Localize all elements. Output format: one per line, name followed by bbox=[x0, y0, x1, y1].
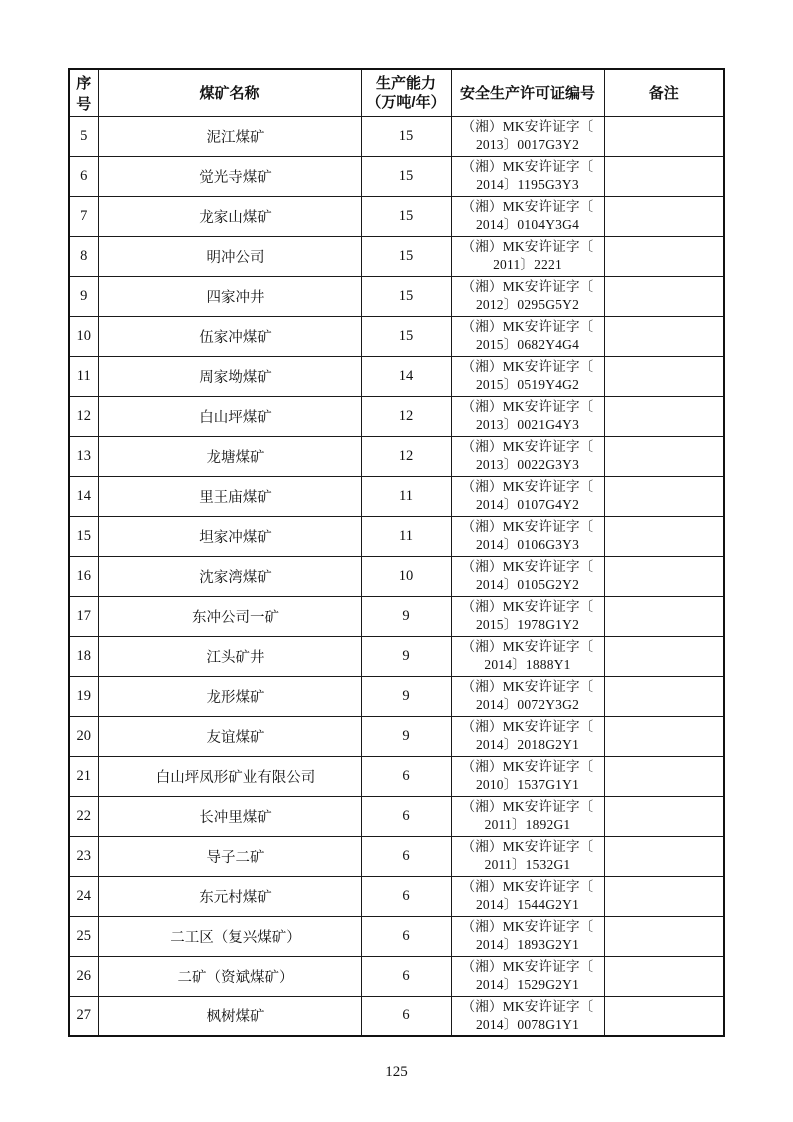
table-row bbox=[69, 396, 724, 436]
license-prefix-line: （湘）MK安许证字〔 bbox=[461, 319, 594, 334]
license-cell bbox=[451, 356, 604, 396]
table-row bbox=[69, 756, 724, 796]
table-row bbox=[69, 156, 724, 196]
license-code-line: 2011〕1892G1 bbox=[484, 817, 571, 832]
table-row bbox=[69, 516, 724, 556]
license-prefix-line: （湘）MK安许证字〔 bbox=[461, 959, 594, 974]
license-prefix-line: （湘）MK安许证字〔 bbox=[461, 799, 594, 814]
mine-name-cell: 江头矿井 bbox=[98, 636, 361, 676]
remark-cell bbox=[604, 596, 724, 636]
table-row bbox=[69, 356, 724, 396]
mine-name-cell: 东元村煤矿 bbox=[98, 876, 361, 916]
remark-cell bbox=[604, 636, 724, 676]
remark-cell bbox=[604, 196, 724, 236]
license-code-line: 2014〕1195G3Y3 bbox=[476, 177, 579, 192]
mine-name-cell: 明冲公司 bbox=[98, 236, 361, 276]
serial-number-cell: 9 bbox=[69, 276, 98, 316]
mine-name-cell: 伍家冲煤矿 bbox=[98, 316, 361, 356]
license-cell bbox=[451, 156, 604, 196]
license-code-line: 2012〕0295G5Y2 bbox=[475, 297, 580, 312]
license-prefix-line: （湘）MK安许证字〔 bbox=[461, 239, 594, 254]
header-serial-number: 序号 bbox=[69, 69, 98, 116]
mine-name-cell: 坦家冲煤矿 bbox=[98, 516, 361, 556]
license-code-line: 2013〕0017G3Y2 bbox=[475, 137, 580, 152]
capacity-cell: 9 bbox=[361, 716, 451, 756]
license-code-line: 2014〕0106G3Y3 bbox=[475, 537, 580, 552]
remark-cell bbox=[604, 996, 724, 1036]
license-code-line: 2014〕1893G2Y1 bbox=[475, 937, 580, 952]
mine-name-cell: 觉光寺煤矿 bbox=[98, 156, 361, 196]
license-cell bbox=[451, 276, 604, 316]
table-row bbox=[69, 196, 724, 236]
coal-mine-table bbox=[68, 68, 725, 1037]
remark-cell bbox=[604, 676, 724, 716]
license-prefix-line: （湘）MK安许证字〔 bbox=[461, 439, 594, 454]
header-remark: 备注 bbox=[604, 69, 724, 116]
license-code-line: 2015〕1978G1Y2 bbox=[475, 617, 580, 632]
capacity-cell: 6 bbox=[361, 836, 451, 876]
license-cell bbox=[451, 596, 604, 636]
serial-number-cell: 15 bbox=[69, 516, 98, 556]
license-prefix-line: （湘）MK安许证字〔 bbox=[461, 559, 594, 574]
license-prefix-line: （湘）MK安许证字〔 bbox=[461, 119, 594, 134]
capacity-cell: 6 bbox=[361, 876, 451, 916]
license-code-line: 2014〕2018G2Y1 bbox=[475, 737, 580, 752]
license-prefix-line: （湘）MK安许证字〔 bbox=[461, 479, 594, 494]
capacity-cell: 11 bbox=[361, 516, 451, 556]
remark-cell bbox=[604, 476, 724, 516]
license-prefix-line: （湘）MK安许证字〔 bbox=[461, 399, 594, 414]
serial-number-cell: 19 bbox=[69, 676, 98, 716]
remark-cell bbox=[604, 116, 724, 156]
mine-name-cell: 龙形煤矿 bbox=[98, 676, 361, 716]
capacity-cell: 9 bbox=[361, 636, 451, 676]
serial-number-cell: 21 bbox=[69, 756, 98, 796]
license-prefix-line: （湘）MK安许证字〔 bbox=[461, 998, 594, 1014]
table-row bbox=[69, 276, 724, 316]
table-row bbox=[69, 916, 724, 956]
license-code-line: 2014〕0105G2Y2 bbox=[475, 577, 580, 592]
table-row bbox=[69, 596, 724, 636]
capacity-cell: 9 bbox=[361, 596, 451, 636]
remark-cell bbox=[604, 876, 724, 916]
mine-name-cell: 二矿（资斌煤矿） bbox=[98, 956, 361, 996]
license-cell bbox=[451, 996, 604, 1036]
header-capacity-line2: （万吨/年） bbox=[366, 93, 446, 111]
mine-name-cell: 二工区（复兴煤矿） bbox=[98, 916, 361, 956]
license-code-line: 2013〕0022G3Y3 bbox=[475, 457, 580, 472]
capacity-cell: 6 bbox=[361, 996, 451, 1036]
serial-number-cell: 11 bbox=[69, 356, 98, 396]
mine-name-cell: 沈家湾煤矿 bbox=[98, 556, 361, 596]
license-prefix-line: （湘）MK安许证字〔 bbox=[461, 599, 594, 614]
license-prefix-line: （湘）MK安许证字〔 bbox=[461, 199, 594, 214]
mine-name-cell: 周家坳煤矿 bbox=[98, 356, 361, 396]
license-prefix-line: （湘）MK安许证字〔 bbox=[461, 679, 594, 694]
remark-cell bbox=[604, 796, 724, 836]
remark-cell bbox=[604, 756, 724, 796]
mine-name-cell: 长冲里煤矿 bbox=[98, 796, 361, 836]
license-code-line: 2015〕0682Y4G4 bbox=[475, 337, 580, 352]
serial-number-cell: 22 bbox=[69, 796, 98, 836]
table-row bbox=[69, 956, 724, 996]
license-cell bbox=[451, 516, 604, 556]
remark-cell bbox=[604, 916, 724, 956]
license-prefix-line: （湘）MK安许证字〔 bbox=[461, 159, 594, 174]
table-row bbox=[69, 676, 724, 716]
table-row bbox=[69, 996, 724, 1036]
license-cell bbox=[451, 556, 604, 596]
license-cell bbox=[451, 916, 604, 956]
serial-number-cell: 23 bbox=[69, 836, 98, 876]
table-body bbox=[69, 116, 724, 1036]
mine-name-cell: 友谊煤矿 bbox=[98, 716, 361, 756]
license-prefix-line: （湘）MK安许证字〔 bbox=[461, 839, 594, 854]
license-cell bbox=[451, 876, 604, 916]
capacity-cell: 12 bbox=[361, 396, 451, 436]
capacity-cell: 15 bbox=[361, 196, 451, 236]
license-prefix-line: （湘）MK安许证字〔 bbox=[461, 759, 594, 774]
serial-number-cell: 5 bbox=[69, 116, 98, 156]
license-code-line: 2011〕2221 bbox=[493, 257, 562, 272]
table-row bbox=[69, 116, 724, 156]
serial-number-cell: 24 bbox=[69, 876, 98, 916]
license-prefix-line: （湘）MK安许证字〔 bbox=[461, 359, 594, 374]
mine-name-cell: 龙塘煤矿 bbox=[98, 436, 361, 476]
table-row bbox=[69, 796, 724, 836]
license-prefix-line: （湘）MK安许证字〔 bbox=[461, 919, 594, 934]
remark-cell bbox=[604, 356, 724, 396]
serial-number-cell: 8 bbox=[69, 236, 98, 276]
license-cell bbox=[451, 836, 604, 876]
mine-name-cell: 导子二矿 bbox=[98, 836, 361, 876]
header-capacity bbox=[361, 69, 451, 116]
mine-name-cell: 里王庙煤矿 bbox=[98, 476, 361, 516]
mine-name-cell: 四家冲井 bbox=[98, 276, 361, 316]
mine-name-cell: 东冲公司一矿 bbox=[98, 596, 361, 636]
remark-cell bbox=[604, 716, 724, 756]
license-cell bbox=[451, 396, 604, 436]
license-cell bbox=[451, 956, 604, 996]
serial-number-cell: 27 bbox=[69, 996, 98, 1036]
license-cell bbox=[451, 436, 604, 476]
license-code-line: 2014〕0107G4Y2 bbox=[475, 497, 580, 512]
remark-cell bbox=[604, 836, 724, 876]
capacity-cell: 15 bbox=[361, 316, 451, 356]
remark-cell bbox=[604, 316, 724, 356]
mine-name-cell: 枫树煤矿 bbox=[98, 996, 361, 1036]
serial-number-cell: 20 bbox=[69, 716, 98, 756]
license-prefix-line: （湘）MK安许证字〔 bbox=[461, 519, 594, 534]
table-row bbox=[69, 556, 724, 596]
serial-number-cell: 10 bbox=[69, 316, 98, 356]
mine-name-cell: 白山坪煤矿 bbox=[98, 396, 361, 436]
license-prefix-line: （湘）MK安许证字〔 bbox=[461, 639, 594, 654]
serial-number-cell: 26 bbox=[69, 956, 98, 996]
header-license-number: 安全生产许可证编号 bbox=[451, 69, 604, 116]
capacity-cell: 15 bbox=[361, 236, 451, 276]
license-code-line: 2015〕0519Y4G2 bbox=[475, 377, 580, 392]
license-prefix-line: （湘）MK安许证字〔 bbox=[461, 279, 594, 294]
capacity-cell: 14 bbox=[361, 356, 451, 396]
mine-name-cell: 龙家山煤矿 bbox=[98, 196, 361, 236]
license-prefix-line: （湘）MK安许证字〔 bbox=[461, 879, 594, 894]
mine-name-cell: 白山坪凤形矿业有限公司 bbox=[98, 756, 361, 796]
capacity-cell: 15 bbox=[361, 276, 451, 316]
remark-cell bbox=[604, 436, 724, 476]
license-cell bbox=[451, 476, 604, 516]
serial-number-cell: 25 bbox=[69, 916, 98, 956]
remark-cell bbox=[604, 156, 724, 196]
header-mine-name: 煤矿名称 bbox=[98, 69, 361, 116]
license-cell bbox=[451, 756, 604, 796]
serial-number-cell: 18 bbox=[69, 636, 98, 676]
capacity-cell: 11 bbox=[361, 476, 451, 516]
capacity-cell: 6 bbox=[361, 916, 451, 956]
license-code-line: 2014〕1529G2Y1 bbox=[475, 977, 580, 992]
license-cell bbox=[451, 196, 604, 236]
remark-cell bbox=[604, 956, 724, 996]
license-code-line: 2010〕1537G1Y1 bbox=[475, 777, 580, 792]
license-cell bbox=[451, 636, 604, 676]
mine-name-cell: 泥江煤矿 bbox=[98, 116, 361, 156]
license-code-line: 2011〕1532G1 bbox=[484, 857, 571, 872]
capacity-cell: 6 bbox=[361, 796, 451, 836]
table-row bbox=[69, 836, 724, 876]
remark-cell bbox=[604, 556, 724, 596]
table-row bbox=[69, 236, 724, 276]
capacity-cell: 15 bbox=[361, 116, 451, 156]
table-row bbox=[69, 716, 724, 756]
serial-number-cell: 17 bbox=[69, 596, 98, 636]
remark-cell bbox=[604, 276, 724, 316]
capacity-cell: 12 bbox=[361, 436, 451, 476]
table-row bbox=[69, 316, 724, 356]
remark-cell bbox=[604, 396, 724, 436]
table-row bbox=[69, 476, 724, 516]
serial-number-cell: 6 bbox=[69, 156, 98, 196]
license-cell bbox=[451, 716, 604, 756]
remark-cell bbox=[604, 516, 724, 556]
capacity-cell: 6 bbox=[361, 756, 451, 796]
serial-number-cell: 12 bbox=[69, 396, 98, 436]
license-prefix-line: （湘）MK安许证字〔 bbox=[461, 719, 594, 734]
license-cell bbox=[451, 676, 604, 716]
capacity-cell: 6 bbox=[361, 956, 451, 996]
license-code-line: 2014〕1888Y1 bbox=[484, 657, 571, 672]
capacity-cell: 10 bbox=[361, 556, 451, 596]
serial-number-cell: 16 bbox=[69, 556, 98, 596]
header-row bbox=[69, 69, 724, 116]
table-row bbox=[69, 636, 724, 676]
license-code-line: 2014〕0072Y3G2 bbox=[475, 697, 580, 712]
license-cell bbox=[451, 796, 604, 836]
serial-number-cell: 7 bbox=[69, 196, 98, 236]
license-cell bbox=[451, 316, 604, 356]
serial-number-cell: 13 bbox=[69, 436, 98, 476]
serial-number-cell: 14 bbox=[69, 476, 98, 516]
license-code-line: 2014〕1544G2Y1 bbox=[475, 897, 580, 912]
license-code-line: 2014〕0104Y3G4 bbox=[475, 217, 580, 232]
remark-cell bbox=[604, 236, 724, 276]
table-row bbox=[69, 876, 724, 916]
header-capacity-line1: 生产能力 bbox=[375, 74, 436, 92]
license-cell bbox=[451, 236, 604, 276]
license-code-line: 2014〕0078G1Y1 bbox=[475, 1016, 580, 1032]
license-cell bbox=[451, 116, 604, 156]
capacity-cell: 9 bbox=[361, 676, 451, 716]
table-row bbox=[69, 436, 724, 476]
license-code-line: 2013〕0021G4Y3 bbox=[475, 417, 580, 432]
page-number: 125 bbox=[385, 1064, 408, 1080]
capacity-cell: 15 bbox=[361, 156, 451, 196]
table-header bbox=[69, 69, 724, 116]
